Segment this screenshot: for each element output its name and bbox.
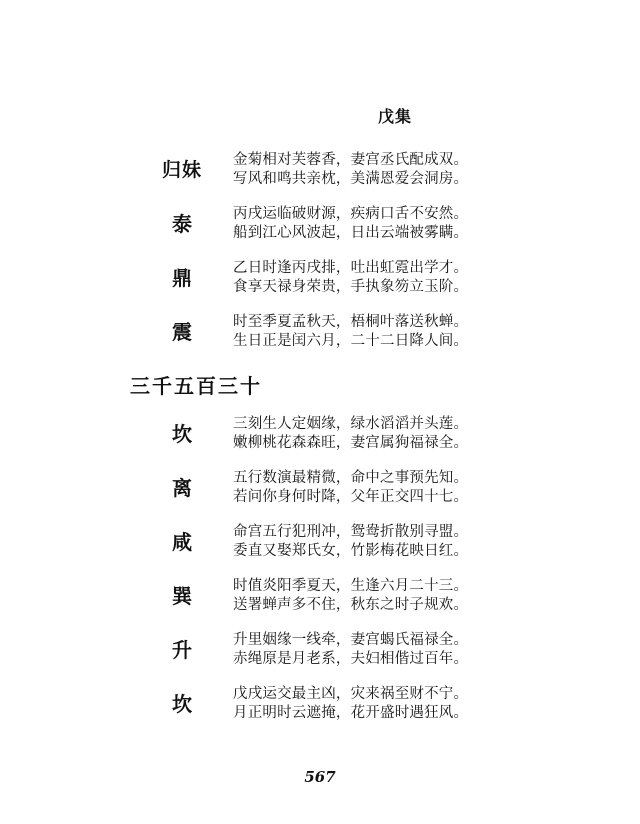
verse-line: 月正明时云遮掩，花开盛时遇狂风。 — [233, 705, 469, 721]
hexagram-name: 咸 — [172, 530, 192, 554]
verse-lines — [233, 205, 468, 243]
verse-entry — [0, 204, 640, 258]
verse-line: 若问你身何时降，父年正交四十七。 — [233, 489, 469, 505]
verse-line: 戊戌运交最主凶，灾来祸至财不宁。 — [233, 686, 469, 702]
verse-entry — [0, 630, 640, 684]
verse-lines — [233, 577, 468, 615]
verse-line: 乙日时逢丙戌排，吐出虹霓出学才。 — [233, 260, 469, 276]
verse-line: 嫩柳桃花森森旺，妻宫属狗福禄全。 — [233, 435, 469, 451]
verse-line: 升里姻缘一线牵，妻宫蝎氏福禄全。 — [233, 632, 469, 648]
verse-entry — [0, 522, 640, 576]
verse-line: 时至季夏孟秋天，梧桐叶落送秋蝉。 — [233, 314, 469, 330]
page-content — [0, 150, 640, 738]
verse-line: 写风和鸣共亲枕，美满恩爱会洞房。 — [233, 171, 469, 187]
verse-entry — [0, 468, 640, 522]
verse-line: 命宫五行犯刑冲，鸳鸯折散别寻盟。 — [233, 524, 469, 540]
verse-line: 三刻生人定姻缘，绿水滔滔并头莲。 — [233, 416, 469, 432]
section-heading: 三千五百三十 — [130, 374, 262, 398]
hexagram-name: 归妹 — [161, 159, 202, 181]
verse-line: 时值炎阳季夏天，生逢六月二十三。 — [233, 578, 469, 594]
verse-lines — [233, 259, 468, 297]
verse-line: 船到江心风波起，日出云端被雾瞒。 — [233, 225, 469, 241]
verse-lines — [233, 631, 468, 669]
verse-lines — [233, 313, 468, 351]
hexagram-name: 坎 — [172, 422, 192, 446]
page-number: 567 — [304, 768, 336, 786]
hexagram-name: 升 — [172, 638, 192, 662]
page-header-title: 戊集 — [378, 107, 413, 126]
verse-lines — [233, 685, 468, 723]
hexagram-name: 坎 — [172, 692, 192, 716]
verse-line: 丙戌运临破财源，疾病口舌不安然。 — [233, 206, 469, 222]
verse-entry — [0, 258, 640, 312]
verse-line: 生日正是闰六月，二十二日降人间。 — [233, 333, 469, 349]
hexagram-name: 鼎 — [172, 266, 192, 290]
verse-line: 金菊相对芙蓉香，妻宫丞氏配成双。 — [233, 152, 469, 168]
verse-entry — [0, 414, 640, 468]
verse-line: 送署蝉声多不住，秋东之时子规欢。 — [233, 597, 469, 613]
verse-line: 赤绳原是月老系，夫妇相偕过百年。 — [233, 651, 469, 667]
verse-lines — [233, 469, 468, 507]
hexagram-name: 震 — [172, 320, 192, 344]
verse-entry — [0, 576, 640, 630]
verse-lines — [233, 415, 468, 453]
verse-lines — [233, 523, 468, 561]
hexagram-name: 泰 — [172, 212, 192, 236]
verse-lines — [233, 151, 468, 189]
verse-entry — [0, 150, 640, 204]
hexagram-name: 巽 — [172, 584, 192, 608]
verse-line: 五行数演最精微，命中之事预先知。 — [233, 470, 469, 486]
verse-entry — [0, 312, 640, 366]
hexagram-name: 离 — [172, 476, 192, 500]
verse-line: 委直又娶郑氏女，竹影梅花映日红。 — [233, 543, 469, 559]
verse-line: 食享天禄身荣贵，手执象笏立玉阶。 — [233, 279, 469, 295]
verse-entry — [0, 684, 640, 738]
